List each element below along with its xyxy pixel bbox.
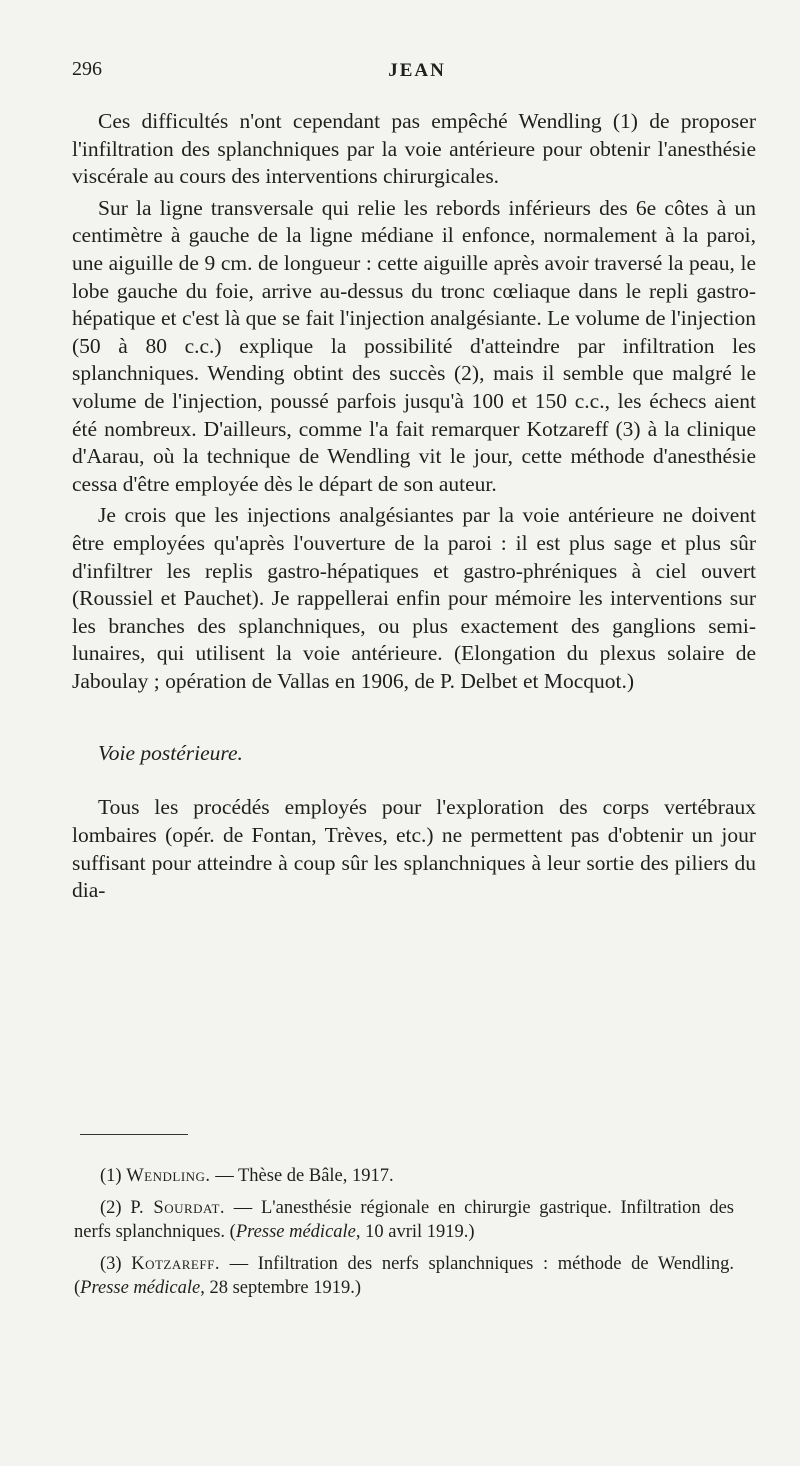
footnote (74, 1164, 734, 1188)
page-number: 296 (72, 58, 102, 80)
footnotes (74, 1164, 734, 1308)
footnote-author: P. Sourdat. (130, 1198, 226, 1218)
footnote-author: Wendling. (126, 1166, 211, 1186)
body-text (72, 108, 756, 905)
running-head: JEAN (388, 60, 446, 81)
section-heading: Voie postérieure. (98, 741, 243, 766)
footnote-date: , 10 avril 1919.) (355, 1222, 475, 1242)
paragraph: Ces difficultés n'ont cependant pas empêché Wendling (1) de proposer l'infiltration des splanchniques par la voie antérieure pour obtenir l'anesthésie viscérale au cours des interventions chirurgicales. (72, 109, 756, 189)
footnote-marker: (1) (100, 1166, 122, 1186)
paragraph: Sur la ligne transversale qui relie les rebords inférieurs des 6e côtes à un centimètre à gauche de la ligne médiane il enfonce, normalement à la paroi, une aiguille de 9 cm. de longueur : cette aiguille après avoir traversé la peau, le lobe gauche du foie, arrive au-dessus du tronc cœliaque dans le repli gastro-hépatique et c'est là que se fait l'injection analgésiante. Le volume de l'injection (50 à 80 c.c.) explique la possibilité d'atteindre par infiltration les splanchniques. Wending obtint des succès (2), mais il semble que malgré le volume de l'injection, poussé parfois jusqu'à 100 et 150 c.c., les échecs aient été nombreux. D'ailleurs, comme l'a fait remarquer Kotzareff (3) à la clinique d'Aarau, où la technique de Wendling vit le jour, cette méthode d'anesthésie cessa d'être employée dès le départ de son auteur. (72, 195, 756, 496)
footnote-text: — Thèse de Bâle, 1917. (210, 1166, 394, 1186)
footnote-source: Presse médicale (235, 1222, 356, 1242)
footnote (74, 1196, 734, 1244)
footnote-source: Presse médicale (80, 1278, 201, 1298)
footnote-marker: (3) (100, 1254, 122, 1274)
footnote-text: — Infiltration des nerfs splanchniques : méthode de Wendling. ( (74, 1254, 734, 1298)
footnote-author: Kotzareff. (131, 1254, 220, 1274)
page-header (72, 58, 762, 92)
footnote-date: , 28 septembre 1919.) (200, 1278, 362, 1298)
paragraph: Je crois que les injections analgésiantes par la voie antérieure ne doivent être employées qu'après l'ouverture de la paroi : il est plus sage et plus sûr d'infiltrer les replis gastro-hépatiques et gastro-phréniques à ciel ouvert (Roussiel et Pauchet). Je rappellerai enfin pour mémoire les interventions sur les branches des splanchniques, ou plus exactement des ganglions semi-lunaires, qui utilisent la voie antérieure. (Elongation du plexus solaire de Jaboulay ; opération de Vallas en 1906, de P. Delbet et Mocquot.) (72, 503, 756, 693)
footnote-marker: (2) (100, 1198, 122, 1218)
footnote-separator (80, 1134, 188, 1135)
footnote (74, 1252, 734, 1300)
footnote-text: — L'anesthésie régionale en chirurgie gastrique. Infiltration des nerfs splanchniques. ( (74, 1198, 734, 1242)
paragraph: Tous les procédés employés pour l'exploration des corps vertébraux lombaires (opér. de Fontan, Trèves, etc.) ne permettent pas d'obtenir un jour suffisant pour atteindre à coup sûr les splanchniques à leur sortie des piliers du dia- (72, 795, 756, 903)
